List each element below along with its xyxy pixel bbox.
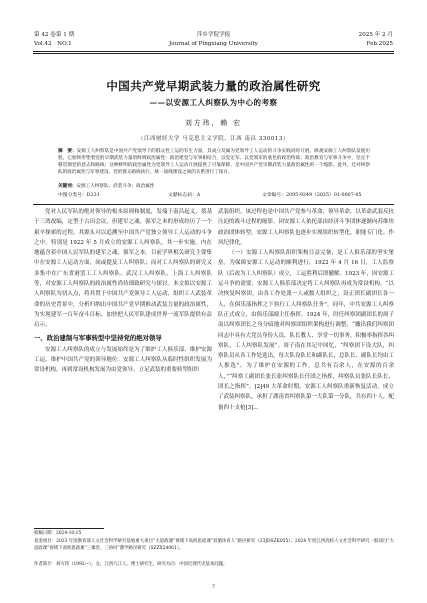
abstract-label: 摘 要：	[58, 149, 77, 154]
keywords	[58, 183, 370, 190]
header-rule-top	[33, 51, 394, 52]
page-number: 7	[212, 585, 215, 590]
article-subtitle: ——以安源工人纠察队为中心的考察	[149, 98, 278, 107]
volume-issue-en: Vol.42 NO.1	[34, 41, 72, 47]
keywords-text: 安源工人纠察队；武装斗争；政治属性	[76, 184, 155, 189]
intro-paragraph: 党对人民军队的绝对领导的根本原则和制度，发端于南昌起义，奠基于三湾改编，定型于古田会议，但建军之魂、强军之本的形成经历了一个艰辛探索的过程，其源头可以追溯至中国共产党独立领导工人运动的斗争之中。特别是 1922 年 5 月成立的安源工人纠察队，其一步实施，内在地蕴含着中国人民军队的建军之魂、强军之本。目前学界相关研究主要集中在安源工人运动方面，间或提及工人纠察队；而对工人纠察队的研究又多集中在广东省港罢工工人纠察队、武汉工人纠察队、上海工人纠察队等，对安源工人纠察队的政治属性尚待细致研究与探讨。本文拟以安源工人纠察队为切入点，将其置于中国共产党领导工人运动、组织工人武装革命的历史背景中，分析归纳出中国共产党早期推动武装力量的政治属性，为实现建军一百年奋斗目标、加快把人民军队建成世界一流军队提供有益启示。	[34, 209, 212, 329]
article-number: 文章编号：2095-9249（2025）01-0007-05	[262, 193, 362, 198]
right-column	[218, 207, 394, 567]
volume-issue-zh: 第 42 卷第 1 期	[34, 32, 75, 38]
clc-number: 中图分类号：D231	[58, 193, 100, 198]
abstract-divider	[33, 204, 394, 205]
right-continuation-paragraph: 武装组织，该过程也是中国共产党参与革命、领导革命，以革命武装反抗压迫的战斗过程的缩影。因安源工人依托部由经济斗争团体逐渐向苏维埃政治团体转型，安源工人纠察队也逐步实现组织转型化、职能专门化、作风纪律化。	[218, 209, 394, 246]
section-heading-1: 一、政治建制与军事转型中坚持党的绝对领导	[34, 333, 162, 342]
right-section-paragraph: （一）安源工人纠察队组织架构日益完备，是工人俱乐部的坚实堡垒。为保障安源工人运动的顺利进行，1922 年 4 月 16 日，工人监察队（后改为工人纠察队）成立，工运胜利后即撤解。1923 年，因安源工运斗争的需要，安源工人俱乐部决定将工人纠察队再成为常设机构，“以决恢复纠察团，由各工作处派一人或数人组织之，设正团长副团长各一人，在俱乐部指挥之下执行工人纠察队任务”。同年，中共安源工人纠察队正式成立，由俱乐部副主任指挥。1924 年，时任纠察团副团长的周子南以纠察团长之身分暗地对纠察团组织架构进行调整，“撤出我们纠察团同志中具有大党员身份人员，队长教人，享堂一切事务，积极率指挥各纠察队，工人纠察队发展”。周子南在其记中回忆，“纠察团下设大队，纠察队员从各工作处选出，每大队设队长和副队长，总队长、副队长均由工人推选”。为了维护在安源的工作，总共有百余人，在安源的百余人，”“纠察工副团长张长张纠察队长任团之指挥，纠察队员张队长队长、团长之指挥”。[2]49 大革命时期，安源工人纠察队重新恢复活动，成立了武装纠察队，承担了湖南省纠察队第一大队第一分队，共有四十人，配备四十支枪[3]...	[218, 250, 394, 411]
author-info: 作者简介：刘方玮（1992—），女，江西九江人，博士研究生，研究方向：中国近现代史基本问题。	[34, 562, 228, 567]
affiliation: （江西财经大学 马克思主义学院，江西 南昌 330013）	[138, 136, 289, 142]
section-1-paragraph: 安源工人纠察队的成立与发展始终是为了维护工人俱乐部、维护安源工运、维护中国共产党的领导地位。安源工人纠察队从临时性组织发展为常设机构，再到常设机构发展为由党领导、立足武装的重要转型组织	[34, 346, 212, 374]
left-column	[34, 207, 212, 527]
journal-name-en: Journal of Pingxiang University	[169, 41, 258, 47]
abstract-text: 安源工人纠察队是中国共产党领导下的群众性工运的有生力量，其成立及属为党领导工人运动的斗争实践同时开展。纵观安源工人纠察队发展历程，它始终形塑着党的早期武装力量的鲜明政治属性：政治建党与军事相结合，以党定军、以党领军的底色的政治特质；政治教育与军事斗争中，坚定不移贯彻党的意志和路线；这种鲜明的政治属性为党领导工人运动开展提供了可靠保障，是中国共产党早期武装力量政治属性的一个缩影。此外，还对纠察队的政治属性与军事建设、党的群众路线执行、统一战线建设之间的关系进行了探讨。	[58, 149, 370, 175]
article-title: 中国共产党早期武装力量的政治属性研究	[106, 79, 321, 93]
issue-date-en: Feb.2025	[366, 41, 393, 47]
journal-name-zh: 萍乡学院学报	[196, 32, 231, 38]
authors: 刘方玮，赖 宏	[185, 119, 242, 127]
document-code: 文献标志码：A	[168, 193, 201, 198]
abstract	[58, 148, 370, 176]
keywords-label: 关键词：	[58, 184, 77, 189]
received-date: 收稿日期：2024-10-15	[34, 531, 82, 536]
fund-info: 基金项目：2023 年度教育部人文社会科学研究基地重大项目“大思政课”视域下高校思政课“双循环育人”路径研究（23JDSZK055）；2024 年度江西高校人文社会科学研究一般项目“大思政课”视域下高校思政课“三课堂、三协同”教学路径研究（SZZX24061）。	[34, 539, 394, 551]
issue-date-zh: 2025 年 2 月	[358, 32, 393, 38]
